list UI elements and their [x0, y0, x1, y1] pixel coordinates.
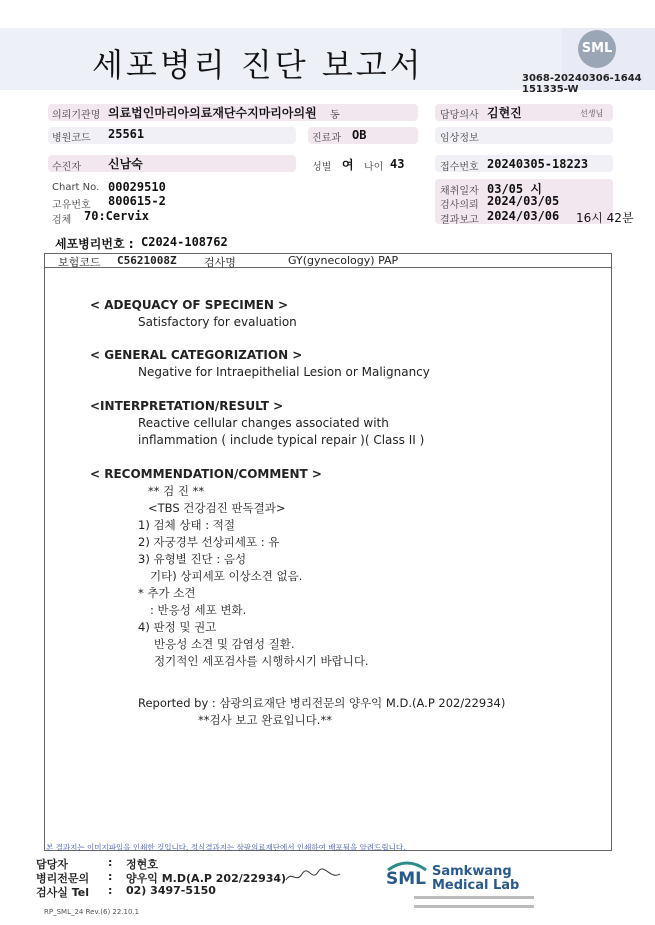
manager-label: 담당자	[36, 858, 68, 871]
test-name-value: GY(gynecology) PAP	[288, 254, 399, 267]
reported-by: Reported by : 삼광의료재단 병리전문의 양우익 M.D.(A.P 202/22934)	[138, 696, 506, 710]
collect-label: 채취일자	[440, 186, 479, 197]
age-label: 나이	[364, 162, 384, 173]
hospital-code-value: 25561	[108, 127, 145, 141]
sml-logo: SML	[578, 30, 616, 68]
lab-logo-text: SML	[386, 869, 426, 889]
dept-label: 진료과	[312, 133, 341, 144]
lab-address-line	[414, 896, 534, 899]
rec-line: : 반응성 세포 변화.	[150, 603, 247, 617]
institution-suffix: 동	[330, 110, 340, 121]
clinical-label: 임상정보	[440, 133, 479, 144]
chart-label: Chart No.	[52, 182, 100, 193]
cyto-no-label: 세포병리번호 :	[55, 237, 134, 251]
lab-name	[432, 865, 519, 893]
rec-line: ** 검 진 **	[148, 484, 205, 498]
signature-icon	[284, 866, 344, 886]
collect-value: 03/05 시	[487, 182, 542, 196]
rec-line: 3) 유형별 진단 : 음성	[138, 552, 247, 566]
adequacy-text: Satisfactory for evaluation	[138, 315, 297, 329]
rec-line: 기타) 상피세포 이상소견 없음.	[150, 569, 303, 583]
request-label: 검사의뢰	[440, 200, 479, 211]
lab-logo-icon	[386, 860, 428, 894]
ref-code-1: 3068-20240306-1644	[522, 73, 642, 84]
cyto-no-value: C2024-108762	[141, 235, 228, 249]
specimen-label: 검체	[52, 215, 72, 226]
rec-line: 1) 검체 상태 : 적절	[138, 518, 235, 532]
result-label: 결과보고	[440, 215, 479, 226]
result-time: 16시 42분	[576, 211, 634, 225]
form-code: RP_SML_24 Rev.(6) 22.10.1	[44, 908, 140, 916]
institution-label: 의뢰기관명	[52, 110, 101, 121]
general-text: Negative for Intraepithelial Lesion or Malignancy	[138, 365, 430, 379]
ref-code-2: 151335-W	[522, 84, 579, 95]
tel-label: 검사실 Tel	[36, 886, 89, 899]
lab-contact-line	[414, 905, 534, 908]
colon: :	[108, 856, 113, 869]
age-value: 43	[390, 157, 405, 171]
tel-value: 02) 3497-5150	[126, 884, 216, 897]
specimen-value: 70:Cervix	[84, 209, 150, 223]
manager-value: 정현호	[126, 858, 158, 871]
doctor-value: 김현진	[487, 106, 522, 120]
result-value: 2024/03/06	[487, 209, 560, 223]
interpretation-text-1: Reactive cellular changes associated with	[138, 416, 389, 430]
lab-name-line-1: Samkwang	[432, 864, 512, 879]
print-notice: 본 결과지는 이미지파일을 인쇄한 것입니다. 정식결과지는 삼광의료재단에서 인쇄하여 배포됨을 알려드립니다.	[46, 843, 406, 852]
adequacy-title: < ADEQUACY OF SPECIMEN >	[90, 298, 289, 312]
lab-name-line-2: Medical Lab	[432, 878, 520, 893]
rec-line: 정기적인 세포검사를 시행하시기 바랍니다.	[154, 654, 369, 668]
request-value: 2024/03/05	[487, 194, 560, 208]
rec-line: 반응성 소견 및 감염성 질환.	[154, 637, 295, 651]
examinee-pill	[48, 155, 296, 172]
doctor-label: 담당의사	[440, 110, 479, 121]
rec-line: <TBS 건강검진 판독결과>	[148, 501, 286, 515]
report-complete: **검사 보고 완료입니다.**	[198, 713, 332, 727]
pathologist-value: 양우익 M.D(A.P 202/22934)	[126, 872, 287, 885]
unique-label: 고유번호	[52, 200, 91, 211]
colon: :	[108, 870, 113, 883]
unique-value: 800615-2	[108, 194, 166, 208]
result-box	[44, 253, 612, 851]
hospital-code-label: 병원코드	[52, 133, 91, 144]
dept-value: OB	[352, 128, 367, 142]
report-title: 세포병리 진단 보고서	[92, 46, 424, 84]
gender-value: 여	[342, 158, 354, 172]
doctor-suffix: 선생님	[580, 109, 604, 118]
recommendation-title: < RECOMMENDATION/COMMENT >	[90, 467, 322, 481]
rec-line: 2) 자궁경부 선상피세포 : 유	[138, 535, 280, 549]
chart-value: 00029510	[108, 180, 166, 194]
colon: :	[108, 884, 113, 897]
interpretation-text-2: inflammation ( include typical repair )( Class II )	[138, 433, 425, 447]
result-box-header	[44, 253, 612, 268]
gender-label: 성별	[312, 162, 332, 173]
general-title: < GENERAL CATEGORIZATION >	[90, 348, 303, 362]
receipt-value: 20240305-18223	[487, 157, 589, 171]
ins-code-label: 보험코드	[58, 256, 101, 269]
pathologist-label: 병리전문의	[36, 872, 90, 885]
examinee-label: 수진자	[52, 162, 81, 173]
receipt-label: 접수번호	[440, 162, 479, 173]
interpretation-title: <INTERPRETATION/RESULT >	[90, 399, 284, 413]
ins-code-value: C5621008Z	[117, 254, 177, 267]
rec-line: * 추가 소견	[138, 586, 196, 600]
institution-value: 의료법인마리아의료재단수지마리아의원	[108, 106, 317, 120]
examinee-value: 신남숙	[108, 157, 143, 171]
test-name-label: 검사명	[204, 256, 236, 269]
rec-line: 4) 판정 및 권고	[138, 620, 217, 634]
